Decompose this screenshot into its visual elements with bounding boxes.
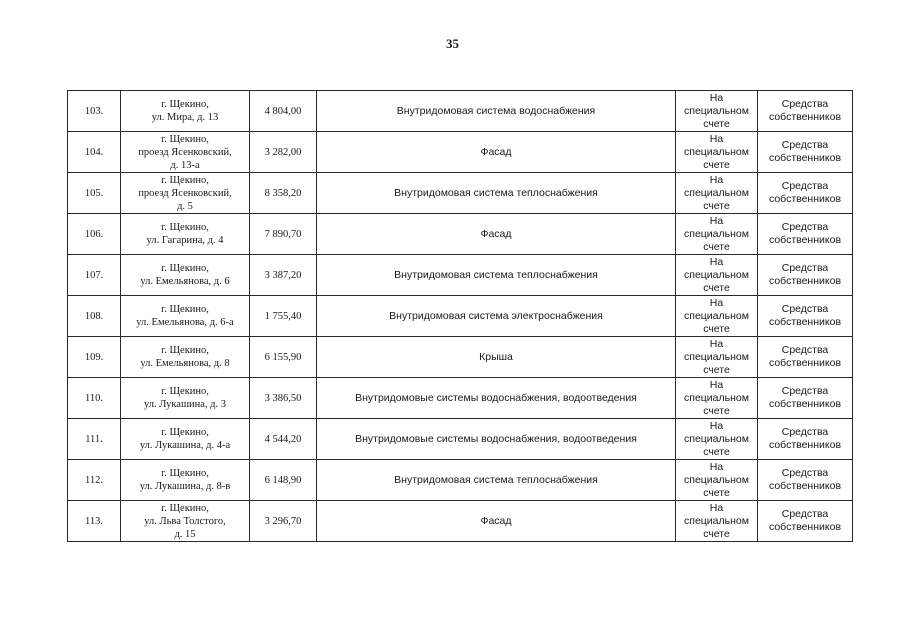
row-number: 108.	[68, 296, 121, 337]
account-method-line: счете	[703, 281, 730, 294]
address-line: г. Щекино,	[161, 133, 209, 145]
row-number: 110.	[68, 378, 121, 419]
area-cell: 1 755,40	[250, 296, 317, 337]
table-row	[68, 378, 853, 419]
table-row	[68, 132, 853, 173]
account-method-line: счете	[703, 445, 730, 458]
funding-source-line: Средства	[781, 180, 829, 192]
funding-source-cell	[758, 255, 853, 296]
account-method-line: На	[709, 91, 724, 104]
account-method-cell	[676, 419, 758, 460]
account-method-cell	[676, 460, 758, 501]
funding-source-line: Средства	[781, 508, 829, 520]
area-cell: 4 544,20	[250, 419, 317, 460]
work-type-cell: Внутридомовая система водоснабжения	[317, 91, 676, 132]
account-method-line: счете	[703, 240, 730, 253]
funding-source-line: Средства	[781, 221, 829, 233]
account-method-line: На	[709, 296, 724, 309]
account-method-line: специальном	[684, 350, 749, 363]
address-line: ул. Гагарина, д. 4	[146, 235, 224, 246]
funding-source-cell	[758, 419, 853, 460]
account-method-line: На	[709, 173, 724, 186]
table-row	[68, 501, 853, 542]
work-type-cell: Внутридомовая система теплоснабжения	[317, 255, 676, 296]
account-method-line: специальном	[684, 391, 749, 404]
funding-source-line: собственников	[768, 111, 842, 123]
account-method-cell	[676, 132, 758, 173]
account-method-line: счете	[703, 404, 730, 417]
account-method-line: специальном	[684, 473, 749, 486]
work-type-cell: Внутридомовая система теплоснабжения	[317, 460, 676, 501]
work-type-cell: Крыша	[317, 337, 676, 378]
row-number: 103.	[68, 91, 121, 132]
address-line: проезд Ясенковский,	[138, 146, 232, 158]
address-line: г. Щекино,	[161, 304, 209, 315]
account-method-line: счете	[703, 117, 730, 130]
address-line: г. Щекино,	[161, 502, 209, 514]
table-row	[68, 214, 853, 255]
address-line: ул. Лукашина, д. 8-в	[139, 481, 231, 492]
address-line: ул. Емельянова, д. 8	[140, 358, 230, 369]
area-cell: 3 387,20	[250, 255, 317, 296]
address-line: г. Щекино,	[161, 386, 209, 397]
funding-source-line: собственников	[768, 357, 842, 369]
account-method-line: счете	[703, 527, 730, 540]
funding-source-line: собственников	[768, 152, 842, 164]
table-row	[68, 255, 853, 296]
funding-source-line: Средства	[781, 98, 829, 110]
account-method-cell	[676, 501, 758, 542]
funding-source-cell	[758, 378, 853, 419]
account-method-cell	[676, 91, 758, 132]
account-method-line: специальном	[684, 268, 749, 281]
row-number: 106.	[68, 214, 121, 255]
address-line: д. 15	[174, 528, 196, 540]
address-cell	[121, 296, 250, 337]
account-method-line: На	[709, 378, 724, 391]
work-type-cell: Фасад	[317, 214, 676, 255]
area-cell: 3 386,50	[250, 378, 317, 419]
area-cell: 3 296,70	[250, 501, 317, 542]
account-method-line: специальном	[684, 104, 749, 117]
account-method-line: счете	[703, 158, 730, 171]
work-type-cell: Внутридомовая система электроснабжения	[317, 296, 676, 337]
address-line: г. Щекино,	[161, 99, 209, 110]
funding-source-cell	[758, 214, 853, 255]
area-cell: 6 148,90	[250, 460, 317, 501]
account-method-line: специальном	[684, 186, 749, 199]
address-cell	[121, 214, 250, 255]
account-method-line: счете	[703, 363, 730, 376]
funding-source-cell	[758, 337, 853, 378]
address-line: ул. Льва Толстого,	[144, 515, 226, 527]
funding-source-line: собственников	[768, 193, 842, 205]
table-row	[68, 337, 853, 378]
address-line: проезд Ясенковский,	[138, 187, 232, 199]
address-line: г. Щекино,	[161, 222, 209, 233]
table-row	[68, 419, 853, 460]
table-row	[68, 173, 853, 214]
address-line: д. 5	[177, 200, 193, 212]
area-cell: 6 155,90	[250, 337, 317, 378]
address-cell	[121, 173, 250, 214]
account-method-cell	[676, 296, 758, 337]
account-method-cell	[676, 378, 758, 419]
account-method-line: На	[709, 501, 724, 514]
account-method-cell	[676, 173, 758, 214]
work-type-cell: Фасад	[317, 501, 676, 542]
funding-source-line: Средства	[781, 385, 829, 397]
table-row	[68, 460, 853, 501]
account-method-line: На	[709, 255, 724, 268]
account-method-cell	[676, 255, 758, 296]
funding-source-line: Средства	[781, 426, 829, 438]
account-method-line: специальном	[684, 145, 749, 158]
address-line: г. Щекино,	[161, 174, 209, 186]
row-number: 113.	[68, 501, 121, 542]
address-line: ул. Емельянова, д. 6	[140, 276, 230, 287]
table-row	[68, 91, 853, 132]
row-number: 105.	[68, 173, 121, 214]
funding-source-line: собственников	[768, 521, 842, 533]
address-line: ул. Мира, д. 13	[151, 112, 219, 123]
account-method-line: специальном	[684, 432, 749, 445]
address-line: г. Щекино,	[161, 468, 209, 479]
account-method-line: счете	[703, 486, 730, 499]
address-cell	[121, 378, 250, 419]
row-number: 107.	[68, 255, 121, 296]
area-cell: 3 282,00	[250, 132, 317, 173]
account-method-line: счете	[703, 199, 730, 212]
funding-source-line: Средства	[781, 262, 829, 274]
account-method-line: На	[709, 337, 724, 350]
account-method-line: специальном	[684, 514, 749, 527]
address-cell	[121, 419, 250, 460]
account-method-line: На	[709, 214, 724, 227]
page-number: 35	[446, 36, 459, 51]
row-number: 104.	[68, 132, 121, 173]
funding-source-line: Средства	[781, 467, 829, 479]
funding-source-line: собственников	[768, 234, 842, 246]
funding-source-line: собственников	[768, 439, 842, 451]
address-line: ул. Лукашина, д. 3	[143, 399, 227, 410]
repair-registry-table	[67, 90, 853, 542]
work-type-cell: Внутридомовые системы водоснабжения, водоотведения	[317, 419, 676, 460]
funding-source-cell	[758, 91, 853, 132]
funding-source-line: Средства	[781, 139, 829, 151]
account-method-line: счете	[703, 322, 730, 335]
address-line: г. Щекино,	[161, 345, 209, 356]
address-line: г. Щекино,	[161, 427, 209, 438]
account-method-line: На	[709, 419, 724, 432]
area-cell: 8 358,20	[250, 173, 317, 214]
account-method-cell	[676, 214, 758, 255]
funding-source-line: собственников	[768, 398, 842, 410]
address-cell	[121, 255, 250, 296]
table-body	[68, 91, 853, 542]
account-method-line: специальном	[684, 309, 749, 322]
work-type-cell: Фасад	[317, 132, 676, 173]
funding-source-cell	[758, 296, 853, 337]
address-cell	[121, 91, 250, 132]
funding-source-line: собственников	[768, 275, 842, 287]
address-line: г. Щекино,	[161, 263, 209, 274]
funding-source-line: Средства	[781, 344, 829, 356]
funding-source-cell	[758, 501, 853, 542]
area-cell: 4 804,00	[250, 91, 317, 132]
funding-source-line: Средства	[781, 303, 829, 315]
address-cell	[121, 132, 250, 173]
address-line: д. 13-а	[170, 159, 200, 171]
account-method-line: На	[709, 460, 724, 473]
address-cell	[121, 337, 250, 378]
row-number: 111.	[68, 419, 121, 460]
table-row	[68, 296, 853, 337]
address-line: ул. Емельянова, д. 6-а	[136, 317, 234, 328]
funding-source-cell	[758, 173, 853, 214]
funding-source-cell	[758, 460, 853, 501]
address-cell	[121, 460, 250, 501]
work-type-cell: Внутридомовая система теплоснабжения	[317, 173, 676, 214]
address-line: ул. Лукашина, д. 4-а	[139, 440, 231, 451]
work-type-cell: Внутридомовые системы водоснабжения, водоотведения	[317, 378, 676, 419]
account-method-line: специальном	[684, 227, 749, 240]
account-method-line: На	[709, 132, 724, 145]
funding-source-line: собственников	[768, 480, 842, 492]
area-cell: 7 890,70	[250, 214, 317, 255]
funding-source-cell	[758, 132, 853, 173]
row-number: 112.	[68, 460, 121, 501]
address-cell	[121, 501, 250, 542]
funding-source-line: собственников	[768, 316, 842, 328]
account-method-cell	[676, 337, 758, 378]
row-number: 109.	[68, 337, 121, 378]
